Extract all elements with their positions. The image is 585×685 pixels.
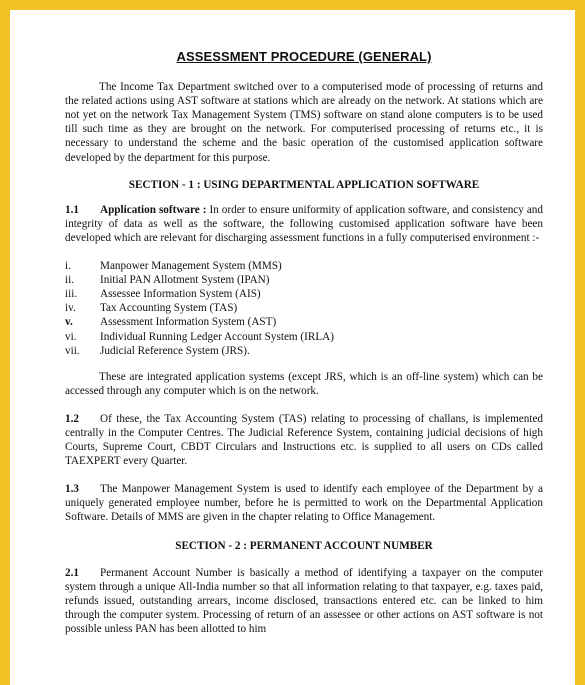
paragraph-number: 1.3 [65,483,79,496]
list-item [65,315,543,329]
list-item [65,287,543,301]
list-label: Assessment Information System (AST) [100,316,277,329]
paragraph-1-3 [65,482,543,524]
list-number: v. [65,316,73,329]
list-number: iv. [65,302,76,315]
paragraph-number: 1.1 [65,203,79,216]
paragraph-text: Of these, the Tax Accounting System (TAS) relating to processing of challans, is implemented centrally in the Computer Centres. The Judicial Reference System, containing judicial decisions of high Courts, Supreme Court, CBDT Circulars and Instructions etc. is supplied to all users on CDs called TAEXPERT every Quarter. [65,412,543,468]
paragraph-text: In order to ensure uniformity of application software, and consistency and integrity of data as well as the software, the following customised application software have been developed which are relevant for discharging assessment functions in a fully computerised environment :- [65,203,543,244]
section-2-heading: SECTION - 2 : PERMANENT ACCOUNT NUMBER [175,539,433,552]
list-label: Manpower Management System (MMS) [100,260,282,273]
list-item [65,330,543,344]
paragraph-lead: Application software : [100,203,207,216]
list-number: vii. [65,344,80,357]
systems-closing-paragraph: These are integrated application systems (except JRS, which is an off-line system) which can be accessed through any computer which is on the network. [65,370,543,397]
list-number: iii. [65,288,78,301]
list-item [65,344,543,358]
list-item [65,301,543,315]
list-label: Assessee Information System (AIS) [100,288,261,301]
list-label: Individual Running Ledger Account System (IRLA) [100,330,334,343]
paragraph-number: 2.1 [65,566,79,579]
document-page [10,10,575,685]
document-title: ASSESSMENT PROCEDURE (GENERAL) [176,49,432,64]
list-number: i. [65,260,71,273]
paragraph-1-1 [65,203,543,245]
paragraph-2-1 [65,566,543,636]
list-item [65,259,543,273]
section-1-heading: SECTION - 1 : USING DEPARTMENTAL APPLICATION SOFTWARE [128,178,480,191]
systems-list [65,259,543,358]
list-number: vi. [65,330,77,343]
list-number: ii. [65,274,75,287]
list-label: Judicial Reference System (JRS). [100,344,250,357]
list-item [65,273,543,287]
paragraph-text: The Manpower Management System is used to identify each employee of the Department by a uniquely generated employee number, before he is permitted to work on the Departmental Application Software. Details of MMS are given in the chapter relating to Office Management. [65,483,543,524]
paragraph-text: Permanent Account Number is basically a method of identifying a taxpayer on the computer system through a unique All-India number so that all information relating to that taxpayer, e.g. taxes paid, refunds issued, outstanding arrears, income disclosed, transactions entered etc. can be linked to him through the computer system. Processing of return of an assessee or other actions on AST software is not possible unless PAN has been allotted to him [65,566,543,635]
paragraph-1-2 [65,412,543,468]
list-label: Initial PAN Allotment System (IPAN) [100,274,270,287]
document-content [65,10,543,636]
intro-paragraph: The Income Tax Department switched over to a computerised mode of processing of returns and the related actions using AST software at stations which are already on the network. At stations which are not yet on the network Tax Management System (TMS) software on stand alone computers is to be used till such time as they are brought on the network. For computerised processing of returns etc., it is necessary to understand the scheme and the basic operation of the customised application software developed by the department for this purpose. [65,81,543,164]
list-label: Tax Accounting System (TAS) [100,302,238,315]
paragraph-number: 1.2 [65,412,79,425]
